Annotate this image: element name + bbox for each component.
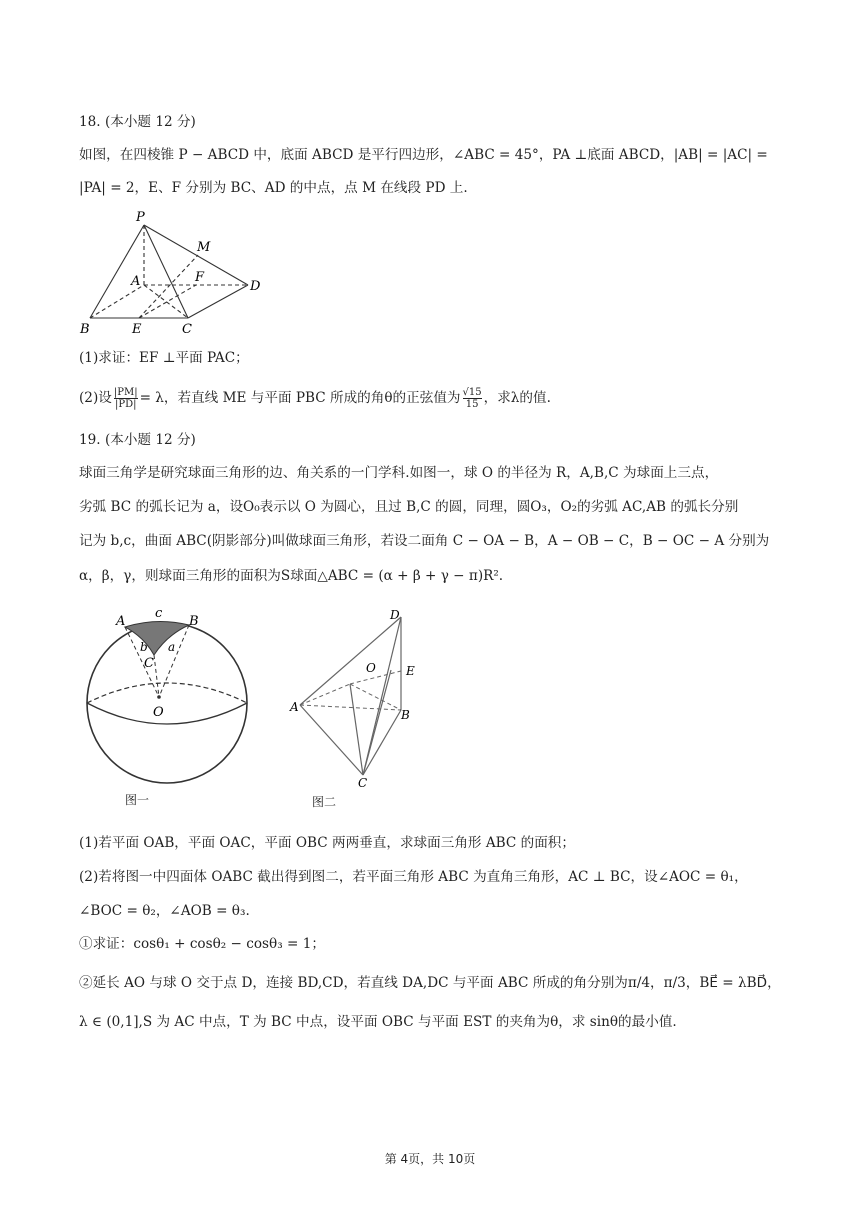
q19-part2: (2)若将图一中四面体 OABC 截出得到图二，若平面三角形 ABC 为直角三角形，AC ⊥ BC，设∠AOC = θ₁， (79, 869, 748, 885)
q18-part2-a: (2)设 (79, 390, 112, 406)
fig1-label-a: a (168, 640, 176, 654)
fig1-label-O: O (153, 705, 164, 720)
q18-header: 18. (本小题 12 分) (79, 114, 196, 130)
label-P: P (136, 210, 145, 225)
sphere-figure (82, 605, 252, 795)
q19-paragraph-3: 记为 b,c，曲面 ABC(阴影部分)叫做球面三角形，若设二面角 C − OA − B，A − OB − C，B − OC − A 分别为 (79, 533, 770, 549)
q18-sine-fraction (463, 387, 482, 410)
label-B: B (80, 322, 90, 337)
q18-stem-line2: |PA| = 2，E、F 分别为 BC、AD 的中点，点 M 在线段 PD 上. (79, 180, 468, 196)
q19-part1: (1)若平面 OAB，平面 OAC，平面 OBC 两两垂直，求球面三角形 ABC 的面积； (79, 835, 575, 851)
tetrahedron-figure (288, 605, 428, 795)
label-D: D (250, 279, 261, 294)
fig2-label-O: O (366, 661, 376, 675)
fig2-label-B: B (401, 708, 410, 722)
label-A: A (131, 274, 141, 289)
q19-sub2: ②延长 AO 与球 O 交于点 D，连接 BD,CD，若直线 DA,DC 与平面 ABC 所成的角分别为π/4，π/3，BE⃗ = λBD⃗， (79, 975, 781, 991)
pyramid-figure (78, 208, 278, 340)
page-footer: 第 4页，共 10页 (384, 1152, 476, 1166)
q19-header: 19. (本小题 12 分) (79, 432, 196, 448)
q19-sub1: ①求证：cosθ₁ + cosθ₂ − cosθ₃ = 1； (79, 936, 325, 952)
ratio-denominator: |PD| (114, 399, 137, 410)
label-C: C (182, 322, 192, 337)
fig2-label-C: C (358, 776, 368, 790)
q19-part2-line2: ∠BOC = θ₂，∠AOB = θ₃. (79, 903, 250, 919)
fig2-label-E: E (406, 664, 415, 678)
fig1-label-B: B (189, 614, 199, 629)
label-F: F (195, 270, 205, 285)
q18-part2 (79, 387, 551, 410)
q19-sub2-line2: λ ∈ (0,1],S 为 AC 中点，T 为 BC 中点，设平面 OBC 与平面 EST 的夹角为θ，求 sinθ的最小值. (79, 1014, 677, 1030)
fig1-label-A: A (116, 614, 126, 629)
fig1-label-C: C (144, 656, 154, 671)
q18-stem-line1: 如图，在四棱锥 P − ABCD 中，底面 ABCD 是平行四边形，∠ABC = 45°，PA ⊥底面 ABCD，|AB| = |AC| = (79, 147, 768, 163)
fig2-caption: 图二 (312, 795, 337, 809)
q19-paragraph-2: 劣弧 BC 的弧长记为 a，设O₀表示以 O 为圆心，且过 B,C 的圆，同理，圆O₃，O₂的劣弧 AC,AB 的弧长分别 (79, 499, 739, 515)
ratio-numerator: |PM| (113, 387, 138, 398)
label-E: E (132, 322, 142, 337)
fig2-label-D: D (390, 608, 400, 622)
sine-denominator: 15 (465, 399, 479, 410)
q18-part2-b: = λ，若直线 ME 与平面 PBC 所成的角θ的正弦值为 (139, 390, 461, 406)
sine-numerator: √15 (462, 387, 482, 398)
fig2-label-A: A (290, 700, 299, 714)
fig1-caption: 图一 (125, 793, 150, 807)
q19-paragraph-4: α，β，γ，则球面三角形的面积为S球面△ABC = (α + β + γ − π)R². (79, 568, 504, 584)
q18-part1: (1)求证：EF ⊥平面 PAC； (79, 350, 249, 366)
q19-paragraph-1: 球面三角学是研究球面三角形的边、角关系的一门学科.如图一，球 O 的半径为 R，A,B,C 为球面上三点， (79, 465, 719, 481)
q18-part2-c: ，求λ的值. (483, 390, 551, 406)
label-M: M (197, 240, 211, 255)
fig1-label-c: c (155, 606, 163, 621)
q18-ratio-fraction (114, 387, 138, 410)
fig1-label-b: b (140, 640, 148, 654)
